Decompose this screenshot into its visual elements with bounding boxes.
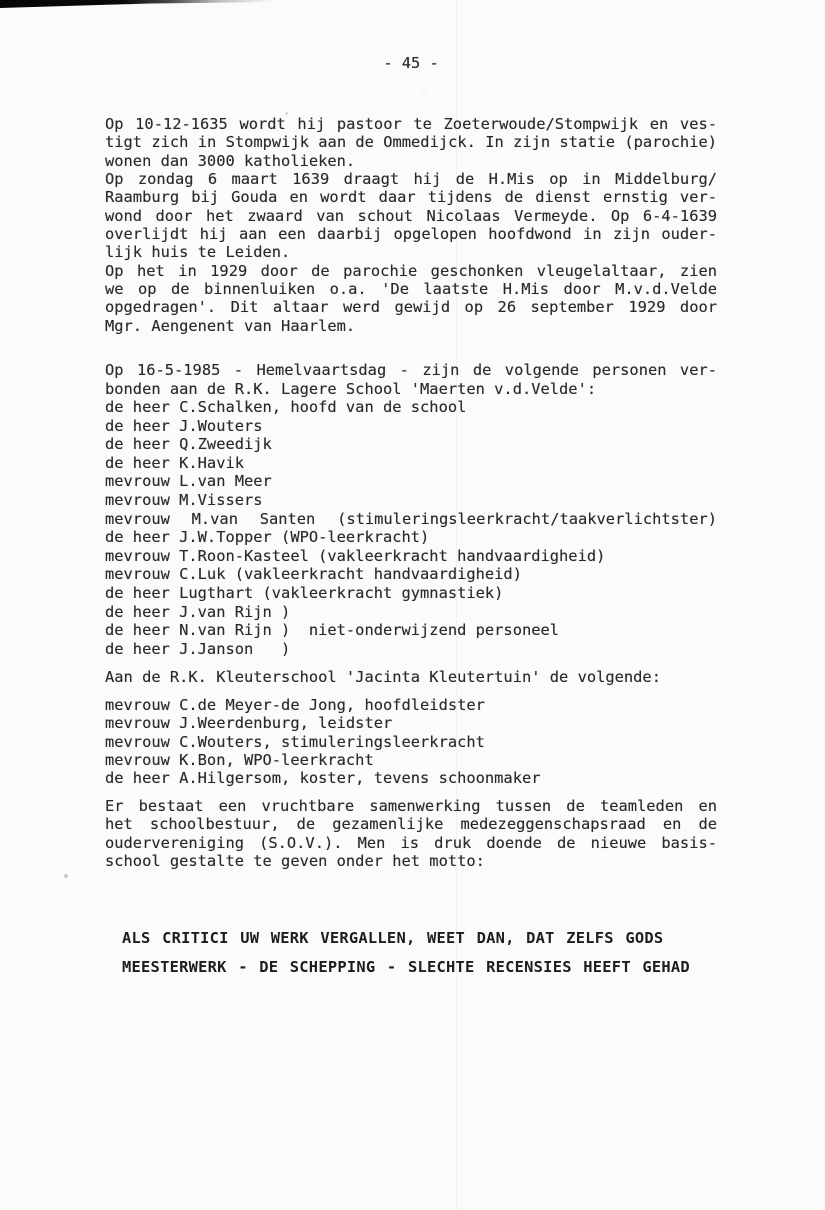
text-line: bonden aan de R.K. Lagere School 'Maerten v.d.Velde': [105,380,597,398]
text-line: Aan de R.K. Kleuterschool 'Jacinta Kleutertuin' de volgende: [105,668,661,686]
list-item: de heer Q.Zweedijk [105,435,272,454]
list-item: de heer K.Havik [105,453,244,472]
scan-speck [64,874,68,878]
motto-line: ALS CRITICI UW WERK VERGALLEN, WEET DAN, DAT ZELFS GODS [122,929,664,947]
list-item: de heer A.Hilgersom, koster, tevens schoonmaker [105,769,541,788]
paragraph-staff-intro [105,361,717,399]
text-line: wonen dan 3000 katholieken. [105,151,356,170]
text-line: Op 10-12-1635 wordt hij pastoor te Zoeterwoude/Stompwijk en ves- [105,115,717,133]
text-line: overlijdt hij aan een daarbij opgelopen hoofdwond in zijn ouder- [105,225,717,244]
list-item: de heer J.W.Topper (WPO-leerkracht) [105,528,430,547]
list-item: mevrouw L.van Meer [105,472,272,491]
list-item: de heer N.van Rijn ) niet-onderwijzend personeel [105,621,560,640]
list-item: de heer C.Schalken, hoofd van de school [105,398,467,416]
list-item: de heer Lugthart (vakleerkracht gymnastiek) [105,583,504,602]
list-item: mevrouw M.Vissers [105,490,263,509]
text-line: Er bestaat een vruchtbare samenwerking tussen de teamleden en [105,797,717,815]
scan-speck [422,90,426,92]
list-item: de heer J.Janson ) [105,639,291,658]
text-line: school gestalte te geven onder het motto: [105,851,485,870]
paragraph-kleuterschool-intro [105,668,717,687]
text-line: Raamburg bij Gouda en wordt daar tijdens de dienst ernstig ver- [105,188,717,207]
text-line: Op zondag 6 maart 1639 draagt hij de H.Mis op in Middelburg/ [105,170,717,189]
text-line: tigt zich in Stompwijk aan de Ommedijck. In zijn statie (parochie) [105,133,717,152]
motto [122,924,722,982]
list-item: de heer J.Wouters [105,416,263,435]
list-staff-lagere-school [105,398,717,658]
text-line: wond door het zwaard van schout Nicolaas Vermeyde. Op 6-4-1639 [105,206,717,225]
list-item: mevrouw C.Wouters, stimuleringsleerkracht [105,732,485,751]
page-number: - 45 - [383,54,439,72]
list-item: mevrouw C.de Meyer-de Jong, hoofdleidster [105,696,485,714]
text-line: Mgr. Aengenent van Haarlem. [105,316,356,335]
list-item: de heer J.van Rijn ) [105,602,291,621]
list-item: mevrouw K.Bon, WPO-leerkracht [105,750,374,769]
text-line: Op 16-5-1985 - Hemelvaartsdag - zijn de volgende personen ver- [105,361,717,379]
list-item: mevrouw J.Weerdenburg, leidster [105,714,393,733]
paragraph-biography [105,115,717,335]
list-item: mevrouw T.Roon-Kasteel (vakleerkracht handvaardigheid) [105,546,606,565]
text-line: oudervereniging (S.O.V.). Men is druk doende de nieuwe basis- [105,833,717,852]
text-line: we op de binnenluiken o.a. 'De laatste H.Mis door M.v.d.Velde [105,280,717,299]
paragraph-closing [105,797,717,870]
text-line: het schoolbestuur, de gezamenlijke medezeggenschapsraad en de [105,815,717,834]
text-line: Op het in 1929 door de parochie geschonken vleugelaltaar, zien [105,261,717,280]
list-staff-kleuterschool [105,696,717,787]
list-item: mevrouw C.Luk (vakleerkracht handvaardigheid) [105,565,522,584]
text-line: opgedragen'. Dit altaar werd gewijd op 26 september 1929 door [105,298,717,317]
text-line: lijk huis te Leiden. [105,243,291,262]
motto-line: MEESTERWERK - DE SCHEPPING - SLECHTE RECENSIES HEEFT GEHAD [122,958,690,976]
list-item: mevrouw M.van Santen (stimuleringsleerkracht/taakverlichtster) [105,509,717,528]
scan-artifact-top-edge [0,0,272,8]
